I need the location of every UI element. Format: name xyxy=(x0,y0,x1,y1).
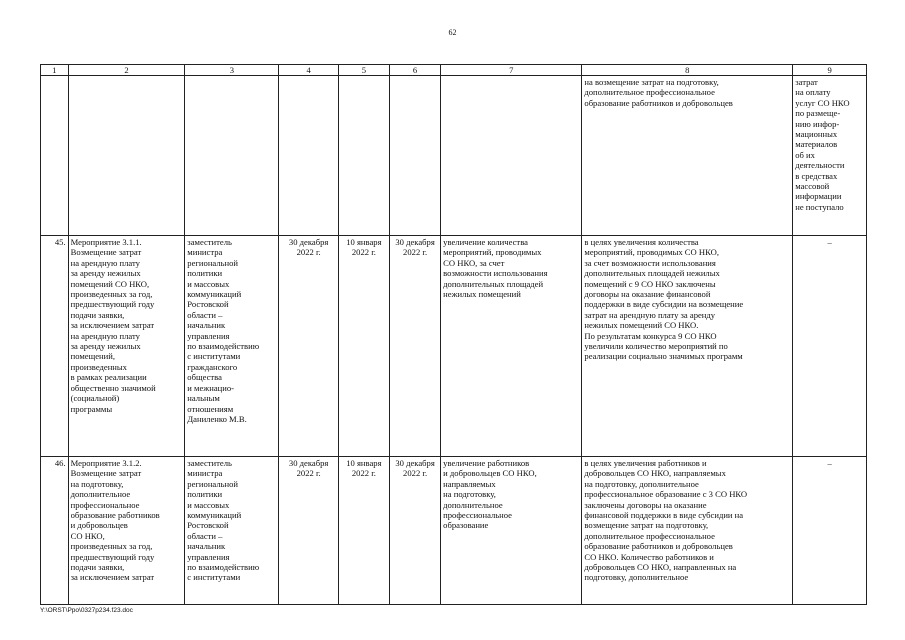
page-number: 62 xyxy=(448,28,457,37)
cell-result: на возмещение затрат на подготовку, дополнительное профессиональное образование работников и добровольцев xyxy=(582,76,793,236)
cell-measure: Мероприятие 3.1.2. Возмещение затрат на подготовку, дополнительное профессиональное образование работников и добровольцев СО НКО, произведенных за год, предшествующий году подачи заявки, за исключением затрат xyxy=(68,457,185,605)
cell-expected: увеличение работников и добровольцев СО НКО, направляемых на подготовку, дополнительное профессиональное образование xyxy=(441,457,582,605)
cell-responsible: заместитель министра региональной политики и массовых коммуникаций Ростовской области – начальник управления по взаимодействию с институтами xyxy=(185,457,279,605)
cell-measure xyxy=(68,76,185,236)
cell-problems: – xyxy=(793,457,867,605)
cell-responsible xyxy=(185,76,279,236)
column-number-row xyxy=(41,65,867,76)
table-row-continuation xyxy=(41,76,867,236)
cell-problems: – xyxy=(793,236,867,457)
cell-problems: затрат на оплату услуг СО НКО по размеще- нию инфор- мационных материалов об их деятельности в средствах массовой информации не поступало xyxy=(793,76,867,236)
col-header-6: 6 xyxy=(389,65,440,76)
cell-fact-end: 30 декабря 2022 г. xyxy=(389,236,440,457)
cell-measure: Мероприятие 3.1.1. Возмещение затрат на арендную плату за аренду нежилых помещений СО НКО, произведенных за год, предшествующий году подачи заявки, за исключением затрат на арендную плату за аренду нежилых помещений, произведенных в рамках реализации общественно значимой (социальной) программы xyxy=(68,236,185,457)
cell-num xyxy=(41,76,69,236)
cell-result: в целях увеличения количества мероприятий, проводимых СО НКО, за счет возможности использования дополнительных площадей нежилых помещений с 9 СО НКО заключены договоры на оказание финансовой поддержки в виде субсидии на возмещение затрат на арендную плату за аренду нежилых помещений СО НКО. По результатам конкурса 9 СО НКО увеличили количество мероприятий по реализации социально значимых программ xyxy=(582,236,793,457)
col-header-3: 3 xyxy=(185,65,279,76)
report-table xyxy=(40,64,867,605)
cell-plan-start: 30 декабря 2022 г. xyxy=(279,236,338,457)
cell-plan-end: 10 января 2022 г. xyxy=(338,236,389,457)
col-header-9: 9 xyxy=(793,65,867,76)
col-header-2: 2 xyxy=(68,65,185,76)
cell-expected xyxy=(441,76,582,236)
cell-responsible: заместитель министра региональной политики и массовых коммуникаций Ростовской области – начальник управления по взаимодействию с институтами гражданского общества и межнацио- нальным отношениям Даниленко М.В. xyxy=(185,236,279,457)
cell-plan-end: 10 января 2022 г. xyxy=(338,457,389,605)
table-row-45 xyxy=(41,236,867,457)
col-header-8: 8 xyxy=(582,65,793,76)
col-header-7: 7 xyxy=(441,65,582,76)
col-header-4: 4 xyxy=(279,65,338,76)
col-header-1: 1 xyxy=(41,65,69,76)
cell-num: 45. xyxy=(41,236,69,457)
cell-fact-end xyxy=(389,76,440,236)
cell-num: 46. xyxy=(41,457,69,605)
cell-plan-start: 30 декабря 2022 г. xyxy=(279,457,338,605)
file-path-footer: Y:\ORST\Ppo\0327p234.f23.doc xyxy=(40,607,133,614)
cell-expected: увеличение количества мероприятий, проводимых СО НКО, за счет возможности использования дополнительных площадей нежилых помещений xyxy=(441,236,582,457)
cell-plan-end xyxy=(338,76,389,236)
col-header-5: 5 xyxy=(338,65,389,76)
cell-plan-start xyxy=(279,76,338,236)
cell-fact-end: 30 декабря 2022 г. xyxy=(389,457,440,605)
table-row-46 xyxy=(41,457,867,605)
cell-result: в целях увеличения работников и добровольцев СО НКО, направляемых на подготовку, дополнительное профессиональное образование с 3 СО НКО заключены договоры на оказание финансовой поддержки в виде субсидии на возмещение затрат на подготовку, дополнительное профессиональное образование работников и добровольцев СО НКО. Количество работников и добровольцев СО НКО, направленных на подготовку, дополнительное xyxy=(582,457,793,605)
